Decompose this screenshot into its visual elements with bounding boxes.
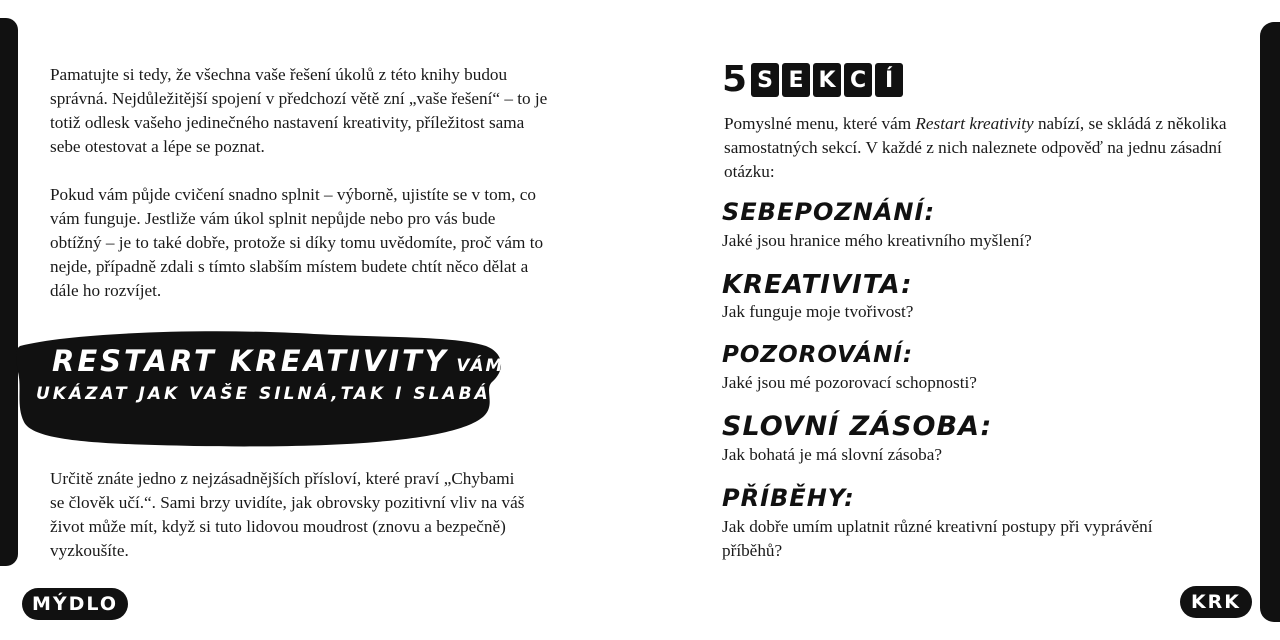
right-page-edge — [1260, 22, 1280, 622]
section-text-pozorovani: Jaké jsou mé pozorovací schopnosti? — [722, 373, 977, 392]
page-badge-right: KRK — [1180, 586, 1252, 618]
right-page — [640, 0, 1280, 640]
intro-paragraph — [724, 112, 1244, 184]
intro-text: nabízí, se skládá z několika samostatných sekcí. V každé z nich naleznete odpověď na jednu zásadní otázku: — [724, 114, 1227, 181]
title-letter: Í — [875, 63, 903, 97]
left-paragraph-3: Určitě znáte jedno z nejzásadnějších přísloví, které praví „Chybami se člověk učí.“. Sami brzy uvidíte, jak obrovsky pozitivní vliv na váš život může mít, když si tuto lidovou moudrost (znovu a bezpečně) vyzkoušíte. — [50, 469, 525, 560]
section-text-sebepoznani: Jaké jsou hranice mého kreativního myšlení? — [722, 231, 1032, 250]
section-heading-pozorovani: POZOROVÁNÍ: — [722, 342, 914, 368]
left-page-edge — [0, 18, 18, 566]
book-title-italic: Restart kreativity — [915, 114, 1034, 133]
title-letter: S — [751, 63, 779, 97]
section-heading-slovni-zasoba: SLOVNÍ ZÁSOBA: — [722, 411, 993, 442]
section-text-kreativita: Jak funguje moje tvořivost? — [722, 302, 914, 321]
banner-title: RESTART KREATIVITY — [52, 344, 449, 378]
section-heading-sebepoznani: SEBEPOZNÁNÍ: — [722, 198, 936, 226]
section-text-pribehy: Jak dobře umím uplatnit různé kreativní postupy při vyprávění příběhů? — [722, 517, 1153, 560]
page-badge-left: MÝDLO — [22, 588, 128, 620]
section-title — [722, 59, 906, 100]
highlight-banner — [14, 326, 584, 450]
title-letter: C — [844, 63, 872, 97]
banner-line-1 — [52, 344, 546, 378]
intro-text: Pomyslné menu, které vám — [724, 114, 916, 133]
banner-title-suffix: VÁM MÁ — [456, 356, 547, 376]
banner-line-2: UKÁZAT JAK VAŠE SILNÁ,TAK I SLABÁ MÍSTA. — [36, 384, 584, 404]
section-text-slovni-zasoba: Jak bohatá je má slovní zásoba? — [722, 445, 943, 464]
title-letter: K — [813, 63, 841, 97]
left-paragraph-2: Pokud vám půjde cvičení snadno splnit – výborně, ujistíte se v tom, co vám funguje. Jestliže vám úkol splnit nepůjde nebo pro vás bude obtížný – je to také dobře, protože si díky tomu uvědomíte, proč vám to nejde, případně zdali s tímto slabším místem budete chtít něco dělat a dále ho rozvíjet. — [50, 185, 544, 300]
section-heading-kreativita: KREATIVITA: — [722, 270, 913, 300]
title-number: 5 — [722, 59, 748, 100]
title-letter: E — [782, 63, 810, 97]
left-paragraph-1: Pamatujte si tedy, že všechna vaše řešení úkolů z této knihy budou správná. Nejdůležitější spojení v předchozí větě zní „vaše řešení“ – to je totiž odlesk vašeho jedinečného nastavení kreativity, příležitost sama sebe otestovat a lépe se poznat. — [50, 65, 548, 156]
section-heading-pribehy: PŘÍBĚHY: — [722, 484, 855, 512]
